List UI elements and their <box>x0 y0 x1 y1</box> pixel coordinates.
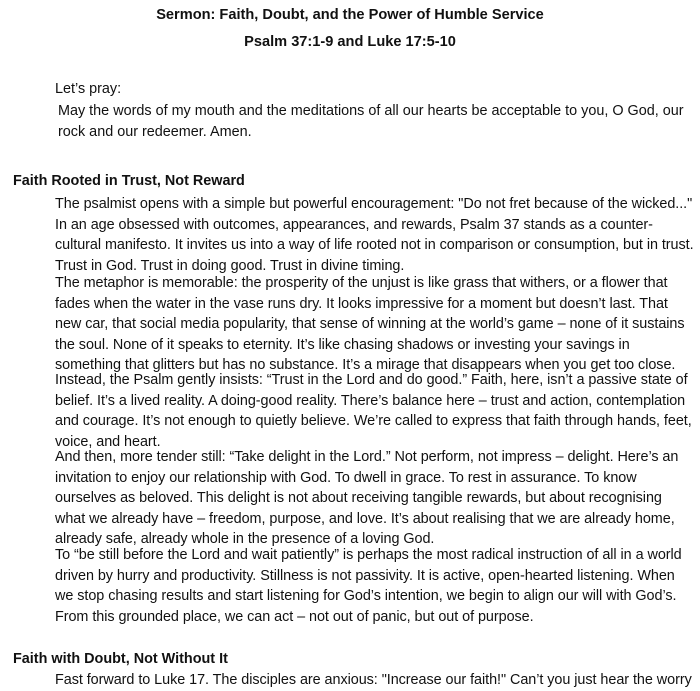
paragraph: The metaphor is memorable: the prosperity of the unjust is like grass that withers, or a flower that fades when the water in the vase runs dry. It looks impressive for a moment but doesn’t last. That new car, that social media popularity, that sense of winning at the world’s game – none of it sustains the soul. None of it speaks to eternity. It’s like chasing shadows or investing your savings in something that glitters but has no substance. It’s a mirage that disappears when you get too close. <box>55 275 685 373</box>
section-heading-doubt: Faith with Doubt, Not Without It <box>13 651 228 667</box>
section-heading-trust: Faith Rooted in Trust, Not Reward <box>13 173 245 189</box>
paragraph: To “be still before the Lord and wait patiently” is perhaps the most radical instruction of all in a world driven by hurry and productivity. Stillness is not passivity. It is active, open-hearted listening. When we stop chasing results and start listening for God’s intention, we begin to align our will with God’s. From this grounded place, we can act – not out of panic, but out of purpose. <box>55 547 682 625</box>
prayer-intro: Let’s pray: <box>55 81 122 97</box>
paragraph: The psalmist opens with a simple but powerful encouragement: "Do not fret because of the wicked..." In an age obsessed with outcomes, appearances, and rewards, Psalm 37 stands as a counter-cultural manifesto. It invites us into a way of life rooted not in comparison or consumption, but in trust. Trust in God. Trust in doing good. Trust in divine timing. <box>55 196 694 274</box>
paragraph: Instead, the Psalm gently insists: “Trust in the Lord and do good.” Faith, here, isn’t a passive state of belief. It’s a lived reality. A doing-good reality. There’s balance here – trust and action, contemplation and courage. It’s not enough to quietly believe. We’re called to express that faith through hands, feet, voice, and heart. <box>55 372 692 450</box>
opening-prayer: May the words of my mouth and the meditations of all our hearts be acceptable to you, O God, our rock and our redeemer. Amen. <box>58 103 684 140</box>
sermon-title: Sermon: Faith, Doubt, and the Power of Humble Service <box>156 7 544 23</box>
scripture-references: Psalm 37:1-9 and Luke 17:5-10 <box>244 34 456 50</box>
paragraph: Fast forward to Luke 17. The disciples are anxious: "Increase our faith!" Can’t you just hear the worry <box>55 672 692 688</box>
paragraph: And then, more tender still: “Take delight in the Lord.” Not perform, not impress – delight. Here’s an invitation to enjoy our relationship with God. To dwell in grace. To rest in assurance. To know ourselves as beloved. This delight is not about receiving tangible rewards, but about recognising what we already have – freedom, purpose, and love. It’s about realising that we are already home, already safe, already whole in the presence of a loving God. <box>55 449 679 547</box>
